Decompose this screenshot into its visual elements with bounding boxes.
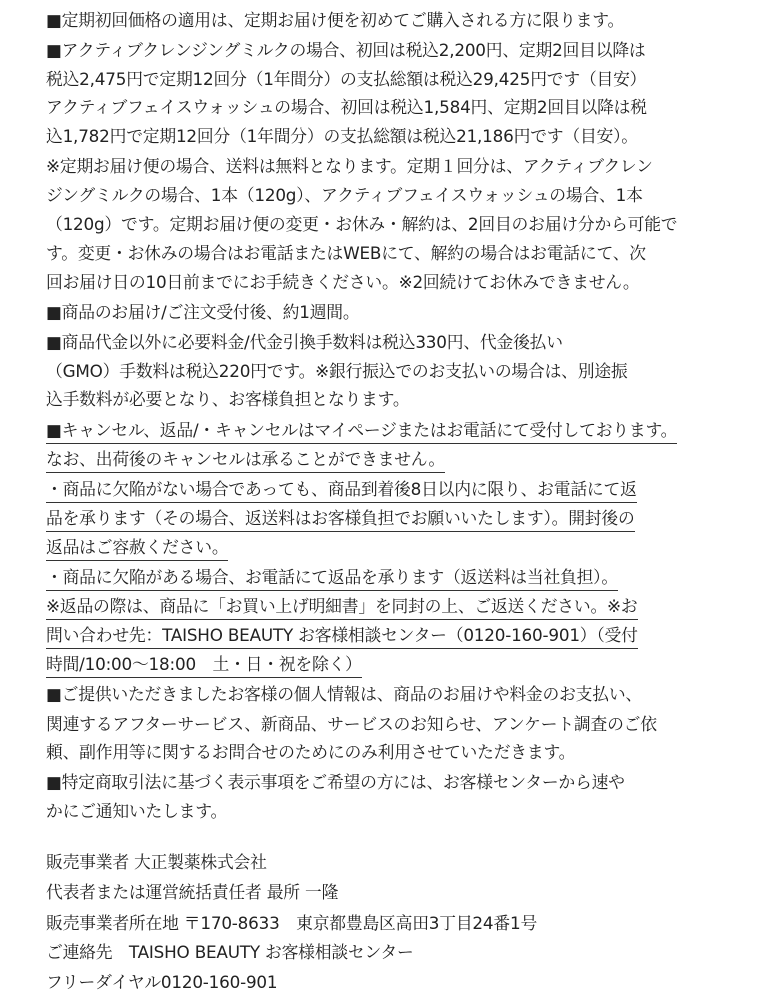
returns-line: なお、出荷後のキャンセルは承ることができません。 bbox=[46, 447, 445, 473]
note-line: ■商品のお届け/ご注文受付後、約1週間。 bbox=[46, 302, 360, 322]
privacy-line: 頼、副作用等に関するお問合せのためにのみ利用させていただきます。 bbox=[46, 742, 576, 762]
note-line: 回お届け日の10日前までにお手続きください。※2回続けてお休みできません。 bbox=[46, 272, 640, 292]
note-line: ■アクティブクレンジングミルクの場合、初回は税込2,200円、定期2回目以降は bbox=[46, 40, 646, 60]
note-line: （GMO）手数料は税込220円です。※銀行振込でのお支払いの場合は、別途振 bbox=[46, 361, 628, 381]
note-line: （120g）です。定期お届け便の変更・お休み・解約は、2回目のお届け分から可能で bbox=[46, 214, 678, 234]
privacy-line: ■ご提供いただきましたお客様の個人情報は、商品のお届けや料金のお支払い、 bbox=[46, 684, 643, 704]
note-line: ※定期お届け便の場合、送料は無料となります。定期１回分は、アクティブクレン bbox=[46, 156, 653, 176]
privacy-line: かにご通知いたします。 bbox=[46, 801, 228, 821]
note-line: ジングミルクの場合、1本（120g）、アクティブフェイスウォッシュの場合、1本 bbox=[46, 185, 643, 205]
returns-line: ※返品の際は、商品に「お買い上げ明細書」を同封の上、ご返送ください。※お bbox=[46, 594, 638, 620]
privacy-line: 関連するアフターサービス、新商品、サービスのお知らせ、アンケート調査のご依 bbox=[46, 714, 657, 734]
returns-line: 問い合わせ先：TAISHO BEAUTY お客様相談センター（0120-160-901）（受付 bbox=[46, 623, 638, 649]
returns-line: ・商品に欠陥がない場合であっても、商品到着後8日以内に限り、お電話にて返 bbox=[46, 477, 637, 503]
returns-line: 返品はご容赦ください。 bbox=[46, 535, 228, 561]
seller-address: 販売事業者所在地 〒170-8633 東京都豊島区高田3丁目24番1号 bbox=[46, 913, 538, 933]
note-line: ■定期初回価格の適用は、定期お届け便を初めてご購入される方に限ります。 bbox=[46, 10, 625, 30]
returns-line: ・商品に欠陥がある場合、お電話にて返品を承ります（返送料は当社負担）。 bbox=[46, 565, 618, 591]
returns-line: 品を承ります（その場合、返送料はお客様負担でお願いいたします）。開封後の bbox=[46, 506, 635, 532]
note-line: 込手数料が必要となり、お客様負担となります。 bbox=[46, 389, 410, 409]
note-line: ■商品代金以外に必要料金/代金引換手数料は税込330円、代金後払い bbox=[46, 332, 563, 352]
note-line: アクティブフェイスウォッシュの場合、初回は税込1,584円、定期2回目以降は税 bbox=[46, 97, 647, 117]
seller-name: 販売事業者 大正製薬株式会社 bbox=[46, 852, 267, 872]
seller-representative: 代表者または運営統括責任者 最所 一隆 bbox=[46, 882, 339, 902]
seller-phone: フリーダイヤル0120-160-901 bbox=[46, 972, 278, 992]
returns-line: ■キャンセル、返品/・キャンセルはマイページまたはお電話にて受付しております。 bbox=[46, 418, 677, 444]
note-line: 込1,782円で定期12回分（1年間分）の支払総額は税込21,186円です（目安）。 bbox=[46, 126, 638, 146]
note-line: 税込2,475円で定期12回分（1年間分）の支払総額は税込29,425円です（目安） bbox=[46, 69, 647, 89]
note-line: す。変更・お休みの場合はお電話またはWEBにて、解約の場合はお電話にて、次 bbox=[46, 243, 646, 263]
returns-line: 時間/10:00〜18:00 土・日・祝を除く） bbox=[46, 652, 362, 678]
seller-contact: ご連絡先 TAISHO BEAUTY お客様相談センター bbox=[46, 942, 414, 962]
privacy-line: ■特定商取引法に基づく表示事項をご希望の方には、お客様センターから速や bbox=[46, 772, 625, 792]
